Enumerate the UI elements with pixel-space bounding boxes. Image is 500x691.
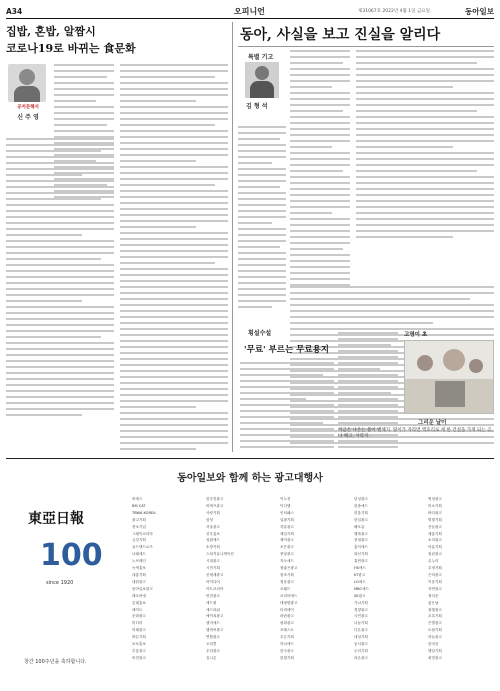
- issue-date: 제31067호 2022년 4월 1일 금요일: [358, 9, 430, 14]
- main-article-body-c: [356, 50, 494, 242]
- list-item: 안전광고: [206, 593, 220, 598]
- list-item: 애드원: [206, 600, 217, 605]
- list-item: 평화광고: [280, 621, 294, 626]
- list-item: 한마음: [428, 642, 439, 647]
- list-item: 블루밍광고: [206, 497, 224, 501]
- list-item: 은하광고: [428, 572, 442, 577]
- list-item: 대한광고: [132, 579, 146, 584]
- list-item: 한솔애드: [354, 503, 368, 508]
- list-item: 사랑기획: [206, 510, 220, 515]
- page-header: [6, 5, 494, 19]
- list-item: 하늘광고: [428, 635, 442, 640]
- author-photo: [8, 64, 46, 102]
- contributor-box: [238, 50, 286, 120]
- list-item: 오리콤: [206, 642, 217, 647]
- list-item: 산들광고: [428, 524, 442, 529]
- list-item: 미래광고: [132, 628, 146, 633]
- list-item: LG애드: [354, 579, 366, 584]
- main-article-body-a: [290, 50, 350, 290]
- list-item: 경향광고: [354, 607, 368, 612]
- list-item: 티비에이: [280, 607, 294, 612]
- list-item: 문화광고: [132, 614, 146, 619]
- list-item: 홍익애드: [354, 545, 368, 550]
- list-item: 메이트: [132, 607, 143, 612]
- list-item: 한울기획: [354, 510, 368, 515]
- left-headline-1: 집밥, 혼밥, 알짬시: [6, 25, 96, 38]
- list-item: 우정기획: [428, 566, 442, 571]
- list-item: 파란광고: [280, 614, 294, 619]
- list-item: 미소기획: [428, 503, 442, 508]
- list-item: 화신기획: [354, 552, 368, 557]
- list-item: 선우홍보: [206, 531, 220, 536]
- list-item: 푸른기획: [280, 635, 294, 640]
- list-item: 부흥광고: [132, 648, 146, 653]
- list-item: 초록기획: [428, 614, 442, 619]
- list-item: 열린광고: [428, 552, 442, 557]
- column-divider: [232, 22, 233, 452]
- contributor-photo: [245, 62, 279, 98]
- list-item: KT광고: [354, 572, 366, 577]
- column-label: 특별 기고: [248, 54, 274, 61]
- list-item: 시민기획: [206, 566, 220, 571]
- list-item: 롯데홍보: [132, 600, 146, 605]
- section-title: 오피니언: [234, 7, 265, 16]
- list-item: 삼성: [206, 517, 213, 522]
- list-item: 에이치광고: [206, 614, 224, 619]
- list-item: 나눔기획: [354, 621, 368, 626]
- list-item: 중소기업: [132, 524, 146, 529]
- newspaper-name: 동아일보: [465, 7, 494, 16]
- main-headline: 동아, 사실을 보고 진실을 알리다: [240, 27, 441, 43]
- list-item: 정다운: [428, 593, 439, 598]
- list-item: 우리광고: [206, 648, 220, 653]
- side-column-body: [240, 362, 334, 452]
- list-item: 햇살기획: [428, 648, 442, 653]
- author-name: 신 주 영: [17, 114, 39, 121]
- author-role: 공저문해서: [17, 105, 39, 110]
- list-item: 좋은날: [428, 600, 439, 605]
- list-item: 소리광고: [428, 538, 442, 543]
- headline-rule: [238, 46, 494, 47]
- list-item: 별빛기획: [428, 517, 442, 522]
- list-item: TBWA KOREA: [132, 510, 156, 515]
- list-item: 동아일보광고: [132, 586, 153, 591]
- list-item: 대성기획: [354, 635, 368, 640]
- list-item: 청운광고: [280, 579, 294, 584]
- cartoon-label: 고영이 초: [404, 332, 428, 338]
- list-item: 그레이코리아: [132, 531, 153, 536]
- list-item: 자유광고: [280, 524, 294, 529]
- ad-agency-column-1: [132, 496, 198, 662]
- list-item: 지오애드: [280, 559, 294, 564]
- list-item: 행복광고: [354, 531, 368, 536]
- list-item: 제일기획: [280, 531, 294, 536]
- list-item: 한일광고: [354, 517, 368, 522]
- list-item: 노브레인: [132, 559, 146, 564]
- ad-agency-column-3: [280, 496, 346, 662]
- list-item: 희망광고: [428, 655, 442, 660]
- list-item: 아름기획: [428, 545, 442, 550]
- list-item: 한국광고: [280, 648, 294, 653]
- list-item: 광고기획: [132, 517, 146, 522]
- cartoon-caption-title: 그리운 날이: [418, 420, 447, 426]
- list-item: 보보홍보: [132, 642, 146, 647]
- list-item: 명성광고: [428, 497, 442, 501]
- ad-anniversary: 창간 100주년을 축하합니다.: [24, 659, 87, 665]
- list-item: 동서광고: [354, 642, 368, 647]
- ad-top-rule: [6, 458, 494, 459]
- ad-agency-column-5: [428, 496, 494, 662]
- avatar: [19, 69, 35, 85]
- ad-since: since 1920: [46, 580, 74, 586]
- left-article-body-a: [6, 138, 114, 420]
- list-item: 아트코리아: [206, 586, 224, 591]
- list-item: 코래드: [280, 586, 291, 591]
- list-item: 아이디어: [206, 579, 220, 584]
- left-article-body-b: [120, 64, 228, 454]
- ad-agency-column-4: [354, 496, 420, 662]
- list-item: 코리아애드: [280, 593, 298, 598]
- list-item: 한빛기획: [280, 655, 294, 660]
- list-item: 비에스: [132, 497, 143, 501]
- list-item: 연합광고: [206, 635, 220, 640]
- list-item: 창조기획: [280, 572, 294, 577]
- list-item: 시대광고: [206, 559, 220, 564]
- cartoon-caption-text: 저금은 나온는 불이 별해지. 땅이가 자라면 액호리로 세 한 건설을 가게 되는 곳, 나 해고, 사라지.: [338, 428, 493, 439]
- list-item: 토담기획: [428, 628, 442, 633]
- list-item: 바른기획: [132, 635, 146, 640]
- list-item: 골드앤드로즈: [132, 545, 153, 550]
- list-item: BM CAT: [132, 503, 146, 508]
- list-item: 중앙광고: [280, 552, 294, 557]
- list-item: 엠비씨광고: [206, 628, 224, 633]
- ad-agency-column-2: [206, 496, 272, 662]
- list-item: 참빛광고: [428, 607, 442, 612]
- list-item: 녹색홍보: [132, 566, 146, 571]
- list-item: 자연광고: [428, 586, 442, 591]
- contributor-name: 김 형 석: [246, 103, 268, 110]
- ad-title: 동아일보와 함께 하는 광고대행사: [177, 473, 323, 484]
- side-column-headline: '무료' 부르는 무료용지: [244, 345, 330, 355]
- list-item: MBC애드: [354, 586, 369, 591]
- ad-logo-number: 100: [40, 538, 103, 573]
- list-item: 레오버넷: [132, 593, 146, 598]
- list-item: 휴먼광고: [354, 559, 368, 564]
- list-item: 큰별광고: [428, 621, 442, 626]
- left-headline-2: 코로나19로 바뀌는 食문화: [6, 42, 136, 55]
- page-number: A34: [6, 7, 23, 16]
- list-item: 새롬기획: [428, 531, 442, 536]
- list-item: 참좋은광고: [280, 566, 298, 571]
- list-item: 해오름: [354, 524, 365, 529]
- side-column-label: 횡설수설: [248, 330, 272, 337]
- list-item: 제이광고: [280, 538, 294, 543]
- list-item: 이디엠: [280, 503, 291, 508]
- list-item: HS애드: [354, 566, 366, 571]
- list-item: SK광고: [354, 593, 366, 598]
- list-item: 엘지애드: [206, 621, 220, 626]
- list-item: 일광기획: [280, 517, 294, 522]
- list-item: 유니온: [206, 655, 217, 660]
- list-item: 다온광고: [354, 628, 368, 633]
- list-item: 신세계광고: [206, 572, 224, 577]
- list-item: 서울광고: [206, 524, 220, 529]
- list-item: 스타커뮤니케이션: [206, 552, 234, 557]
- list-item: 미디어: [132, 621, 143, 626]
- list-item: 가나기획: [354, 600, 368, 605]
- list-item: 이노션: [280, 497, 291, 501]
- list-item: 나래애드: [132, 552, 146, 557]
- list-item: 두리기획: [354, 648, 368, 653]
- list-item: 성원애드: [206, 538, 220, 543]
- cartoon-image: [404, 340, 494, 414]
- ad-logo-text: 東亞日報: [28, 511, 84, 527]
- main-article-body-b: [238, 126, 286, 312]
- list-item: 국민광고: [354, 614, 368, 619]
- list-item: 현대광고: [354, 538, 368, 543]
- list-item: 대홍기획: [132, 572, 146, 577]
- ad-logo-box: [10, 480, 118, 670]
- list-item: 애드파워: [206, 607, 220, 612]
- list-item: 한성광고: [354, 497, 368, 501]
- list-item: 라온광고: [354, 655, 368, 660]
- list-item: 이음기획: [428, 579, 442, 584]
- list-item: 포레스트: [280, 628, 294, 633]
- list-item: 금강기획: [132, 538, 146, 543]
- list-item: 소망기획: [206, 545, 220, 550]
- list-item: 태평양광고: [280, 600, 298, 605]
- list-item: 온누리: [428, 559, 439, 564]
- list-item: 인터패스: [280, 510, 294, 515]
- list-item: 비전광고: [132, 655, 146, 660]
- list-item: 비에프광고: [206, 503, 224, 508]
- list-item: 조은광고: [280, 545, 294, 550]
- list-item: 하나애드: [280, 642, 294, 647]
- list-item: 바다광고: [428, 510, 442, 515]
